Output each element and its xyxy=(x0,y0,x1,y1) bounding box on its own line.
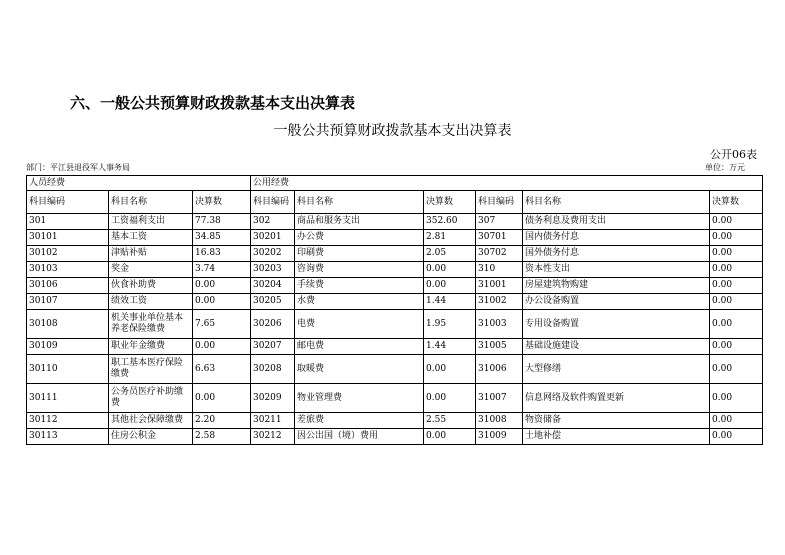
table-row xyxy=(27,278,763,294)
cell-amount: 34.85 xyxy=(193,230,251,246)
cell-code: 31006 xyxy=(476,355,523,384)
cell-code: 30201 xyxy=(251,230,295,246)
cell-name: 其他社会保障缴费 xyxy=(109,413,193,429)
cell-amount: 0.00 xyxy=(710,214,763,230)
cell-name: 办公设备购置 xyxy=(523,294,710,310)
cell-code: 30106 xyxy=(27,278,109,294)
table-row xyxy=(27,246,763,262)
cell-amount: 77.38 xyxy=(193,214,251,230)
cell-name: 国内债务付息 xyxy=(523,230,710,246)
table-row xyxy=(27,339,763,355)
cell-code: 30202 xyxy=(251,246,295,262)
cell-amount: 0.00 xyxy=(424,262,476,278)
cell-amount: 0.00 xyxy=(710,230,763,246)
header-amount: 决算数 xyxy=(424,191,476,214)
cell-code: 30208 xyxy=(251,355,295,384)
cell-name: 奖金 xyxy=(109,262,193,278)
cell-name: 津贴补贴 xyxy=(109,246,193,262)
form-code: 公开06表 xyxy=(710,148,757,161)
cell-amount: 0.00 xyxy=(710,246,763,262)
cell-name: 手续费 xyxy=(295,278,424,294)
section-heading: 六、一般公共预算财政拨款基本支出决算表 xyxy=(70,94,356,112)
cell-amount: 0.00 xyxy=(710,262,763,278)
cell-amount: 1.95 xyxy=(424,310,476,339)
cell-code: 30212 xyxy=(251,429,295,445)
cell-amount: 1.44 xyxy=(424,339,476,355)
cell-name: 土地补偿 xyxy=(523,429,710,445)
cell-amount: 16.83 xyxy=(193,246,251,262)
cell-amount: 6.63 xyxy=(193,355,251,384)
cell-amount: 0.00 xyxy=(710,355,763,384)
cell-amount: 0.00 xyxy=(710,384,763,413)
cell-code: 30103 xyxy=(27,262,109,278)
cell-amount: 0.00 xyxy=(193,278,251,294)
cell-amount: 2.05 xyxy=(424,246,476,262)
cell-name: 电费 xyxy=(295,310,424,339)
cell-amount: 2.55 xyxy=(424,413,476,429)
cell-name: 物资储备 xyxy=(523,413,710,429)
cell-name: 资本性支出 xyxy=(523,262,710,278)
cell-code: 30701 xyxy=(476,230,523,246)
cell-code: 30211 xyxy=(251,413,295,429)
cell-name: 专用设备购置 xyxy=(523,310,710,339)
cell-amount: 0.00 xyxy=(193,294,251,310)
cell-code: 30206 xyxy=(251,310,295,339)
cell-name: 职工基本医疗保险缴费 xyxy=(109,355,193,384)
unit-label: 单位：万元 xyxy=(705,163,745,172)
header-code: 科目编码 xyxy=(251,191,295,214)
cell-code: 31007 xyxy=(476,384,523,413)
cell-amount: 0.00 xyxy=(424,278,476,294)
cell-amount: 0.00 xyxy=(710,278,763,294)
budget-table xyxy=(26,175,763,445)
cell-name: 公务员医疗补助缴费 xyxy=(109,384,193,413)
header-name: 科目名称 xyxy=(109,191,193,214)
cell-amount: 1.44 xyxy=(424,294,476,310)
cell-name: 房屋建筑物购建 xyxy=(523,278,710,294)
cell-name: 物业管理费 xyxy=(295,384,424,413)
table-row xyxy=(27,262,763,278)
cell-amount: 7.65 xyxy=(193,310,251,339)
cell-code: 31003 xyxy=(476,310,523,339)
cell-name: 机关事业单位基本养老保险缴费 xyxy=(109,310,193,339)
cell-name: 大型修缮 xyxy=(523,355,710,384)
cell-name: 信息网络及软件购置更新 xyxy=(523,384,710,413)
cell-amount: 3.74 xyxy=(193,262,251,278)
cell-amount: 352.60 xyxy=(424,214,476,230)
cell-name: 伙食补助费 xyxy=(109,278,193,294)
table-row xyxy=(27,230,763,246)
department-label: 部门：平江县退役军人事务局 xyxy=(26,163,130,172)
cell-name: 基础设施建设 xyxy=(523,339,710,355)
cell-code: 30112 xyxy=(27,413,109,429)
header-code: 科目编码 xyxy=(476,191,523,214)
cell-name: 邮电费 xyxy=(295,339,424,355)
cell-code: 301 xyxy=(27,214,109,230)
cell-code: 30111 xyxy=(27,384,109,413)
header-amount: 决算数 xyxy=(193,191,251,214)
cell-code: 30702 xyxy=(476,246,523,262)
cell-amount: 0.00 xyxy=(424,384,476,413)
cell-code: 30101 xyxy=(27,230,109,246)
cell-name: 住房公积金 xyxy=(109,429,193,445)
cell-name: 国外债务付息 xyxy=(523,246,710,262)
cell-name: 因公出国（境）费用 xyxy=(295,429,424,445)
cell-name: 咨询费 xyxy=(295,262,424,278)
cell-name: 办公费 xyxy=(295,230,424,246)
table-row xyxy=(27,294,763,310)
cell-code: 30108 xyxy=(27,310,109,339)
cell-amount: 0.00 xyxy=(710,339,763,355)
table-row xyxy=(27,429,763,445)
column-header-row xyxy=(27,191,763,214)
cell-code: 30113 xyxy=(27,429,109,445)
table-row xyxy=(27,355,763,384)
cell-amount: 0.00 xyxy=(424,355,476,384)
cell-code: 30205 xyxy=(251,294,295,310)
cell-code: 310 xyxy=(476,262,523,278)
cell-amount: 2.58 xyxy=(193,429,251,445)
cell-code: 30203 xyxy=(251,262,295,278)
cell-code: 31005 xyxy=(476,339,523,355)
cell-amount: 2.20 xyxy=(193,413,251,429)
header-amount: 决算数 xyxy=(710,191,763,214)
group-personnel: 人员经费 xyxy=(27,176,251,191)
cell-name: 印刷费 xyxy=(295,246,424,262)
cell-code: 31001 xyxy=(476,278,523,294)
cell-code: 31008 xyxy=(476,413,523,429)
table-row xyxy=(27,384,763,413)
cell-amount: 0.00 xyxy=(710,413,763,429)
cell-code: 31009 xyxy=(476,429,523,445)
cell-name: 债务利息及费用支出 xyxy=(523,214,710,230)
cell-name: 职业年金缴费 xyxy=(109,339,193,355)
cell-code: 30207 xyxy=(251,339,295,355)
cell-amount: 0.00 xyxy=(193,384,251,413)
header-code: 科目编码 xyxy=(27,191,109,214)
cell-amount: 0.00 xyxy=(710,294,763,310)
cell-code: 31002 xyxy=(476,294,523,310)
cell-name: 工资福利支出 xyxy=(109,214,193,230)
cell-amount: 2.81 xyxy=(424,230,476,246)
header-name: 科目名称 xyxy=(295,191,424,214)
cell-name: 取暖费 xyxy=(295,355,424,384)
cell-name: 商品和服务支出 xyxy=(295,214,424,230)
cell-amount: 0.00 xyxy=(193,339,251,355)
cell-code: 30110 xyxy=(27,355,109,384)
table-row xyxy=(27,214,763,230)
cell-name: 基本工资 xyxy=(109,230,193,246)
cell-code: 30209 xyxy=(251,384,295,413)
cell-amount: 0.00 xyxy=(710,429,763,445)
header-name: 科目名称 xyxy=(523,191,710,214)
cell-code: 30109 xyxy=(27,339,109,355)
cell-code: 307 xyxy=(476,214,523,230)
table-title: 一般公共预算财政拨款基本支出决算表 xyxy=(273,123,512,139)
table-row xyxy=(27,310,763,339)
cell-name: 水费 xyxy=(295,294,424,310)
cell-code: 30204 xyxy=(251,278,295,294)
cell-name: 绩效工资 xyxy=(109,294,193,310)
cell-code: 30102 xyxy=(27,246,109,262)
group-public: 公用经费 xyxy=(251,176,763,191)
group-header-row xyxy=(27,176,763,191)
cell-code: 302 xyxy=(251,214,295,230)
cell-code: 30107 xyxy=(27,294,109,310)
table-row xyxy=(27,413,763,429)
cell-name: 差旅费 xyxy=(295,413,424,429)
cell-amount: 0.00 xyxy=(424,429,476,445)
cell-amount: 0.00 xyxy=(710,310,763,339)
